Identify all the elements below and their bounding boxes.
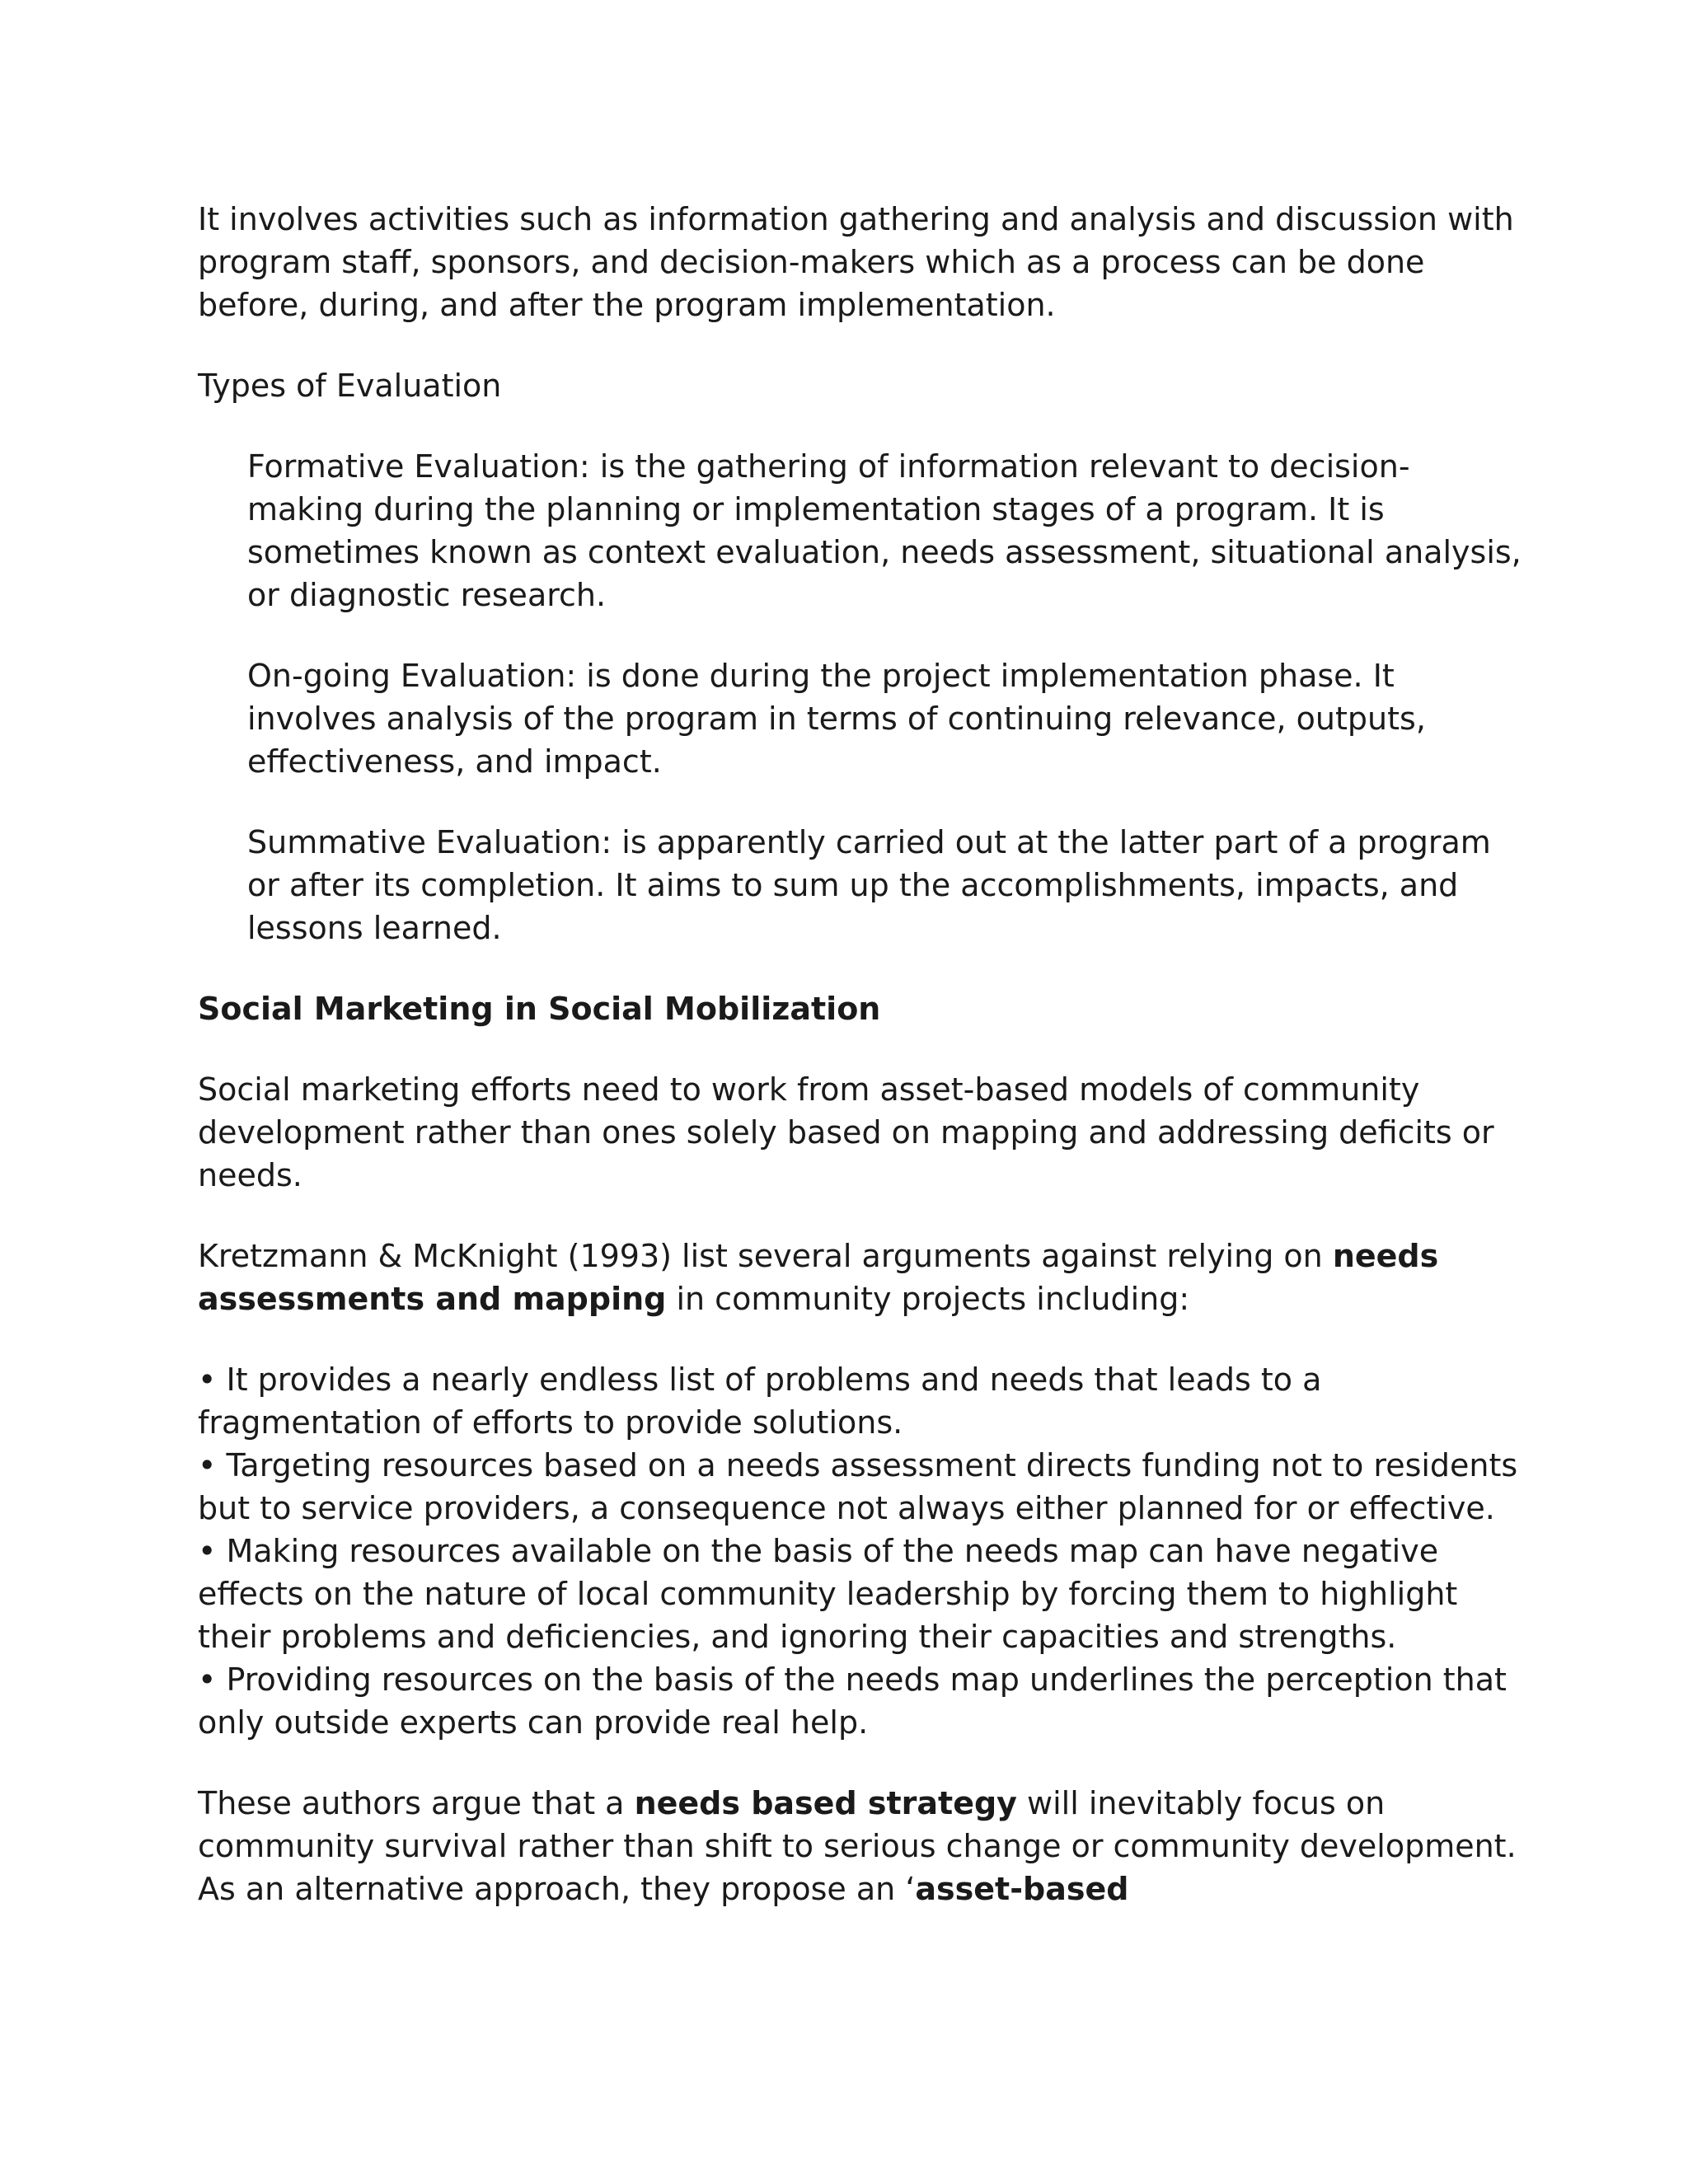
- intro-paragraph: It involves activities such as information gathering and analysis and discussion with program staff, sponsors, and decision-makers which as a process can be done before, during, and after the program implementation.: [198, 201, 1514, 323]
- asset-based-term: asset-based: [915, 1871, 1129, 1907]
- kretzmann-paragraph: [198, 1235, 1525, 1320]
- social-marketing-paragraph: Social marketing efforts need to work from asset-based models of community development rather than ones solely based on mapping and addressing deficits or needs.: [198, 1071, 1494, 1193]
- document-page: [198, 198, 1525, 1910]
- evaluation-types-list: [198, 445, 1525, 949]
- evaluation-type-formative: Formative Evaluation: is the gathering of information relevant to decision-making during the planning or implementation stages of a program. It is sometimes known as context evaluation, needs assessment, situational analysis, or diagnostic research.: [247, 448, 1522, 613]
- bullet-item: • Providing resources on the basis of the needs map underlines the perception that only outside experts can provide real help.: [198, 1661, 1507, 1741]
- bullet-item: • Targeting resources based on a needs assessment directs funding not to residents but to service providers, a consequence not always either planned for or effective.: [198, 1447, 1518, 1526]
- kretzmann-text-before: Kretzmann & McKnight (1993) list several arguments against relying on: [198, 1238, 1333, 1274]
- authors-text-middle: will inevitably focus on community survival rather than shift to serious change or community development. As an alternative approach, they propose an ‘: [198, 1785, 1517, 1907]
- bullet-item: • Making resources available on the basis of the needs map can have negative effects on the nature of local community leadership by forcing them to highlight their problems and deficiencies, and ignoring their capacities and strengths.: [198, 1533, 1458, 1655]
- evaluation-type-ongoing: On-going Evaluation: is done during the project implementation phase. It involves analysis of the program in terms of continuing relevance, outputs, effectiveness, and impact.: [247, 658, 1426, 780]
- authors-text-before: These authors argue that a: [198, 1785, 635, 1821]
- kretzmann-text-after: in community projects including:: [666, 1281, 1190, 1317]
- arguments-bullet-list: [198, 1358, 1525, 1744]
- authors-argue-paragraph: [198, 1782, 1525, 1910]
- evaluation-type-summative: Summative Evaluation: is apparently carried out at the latter part of a program or after its completion. It aims to sum up the accomplishments, impacts, and lessons learned.: [247, 824, 1491, 946]
- section-heading: Social Marketing in Social Mobilization: [198, 991, 881, 1027]
- types-heading: Types of Evaluation: [198, 368, 502, 404]
- kretzmann-bold-term: needs assessments and mapping: [198, 1238, 1439, 1317]
- bullet-item: • It provides a nearly endless list of problems and needs that leads to a fragmentation of efforts to provide solutions.: [198, 1361, 1322, 1441]
- needs-based-strategy-term: needs based strategy: [634, 1785, 1017, 1821]
